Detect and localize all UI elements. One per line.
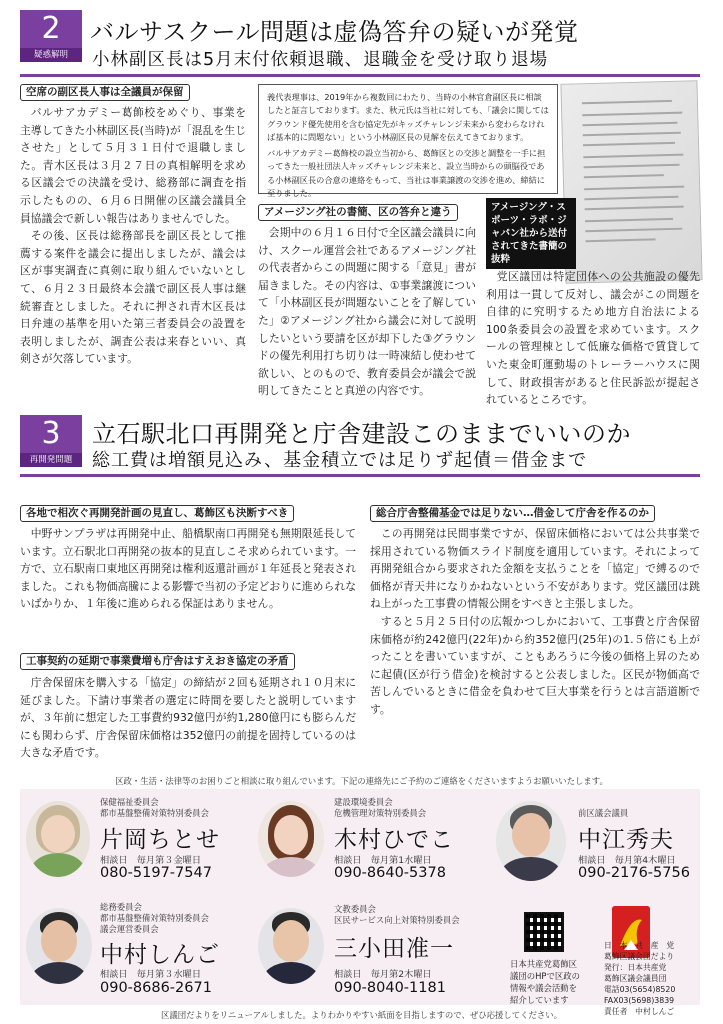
s3-paragraph-3b: すると５月２５日付の広報かつしかにおいて、工事費と庁舎保留床価格が約242億円(22年)から約352億円(25年)の1.５倍にも上がったことを書いていますが、こともあろうに今後の価格上昇のために起債(区が行う借金)を検討すると公表しました。区民が物価高で苦しんでいるときに借金を負わせて巨大事業を行うとは言語道断です。 bbox=[370, 614, 700, 716]
member-role: 前区議会議員 bbox=[578, 808, 629, 818]
member-consult-day: 相談日 毎月第4木曜日 bbox=[578, 855, 676, 866]
section-3-rule bbox=[20, 474, 700, 477]
left-paragraph-1: バルサアカデミー葛飾校をめぐり、事業を主導してきた小林副区長(当時)が「混乱を生じさせた」として５月３１日付で退職しました。青木区長は３月２７日の真相解明を求める区議会での決議を受け、総務部に調査を指示したものの、６月６日開催の区議会議員全員協議会で新しい報告はありませんでした。 bbox=[20, 106, 246, 225]
s3-heading-2: 工事契約の延期で事業費増も庁舎はすえおき協定の矛盾 bbox=[20, 653, 295, 670]
member-phone: 080-5197-7547 bbox=[100, 865, 212, 881]
member-role: 総務委員会 bbox=[100, 902, 142, 912]
s3-article-1 bbox=[20, 525, 356, 613]
left-heading: 空席の副区長人事は全議員が保留 bbox=[20, 84, 190, 101]
member-role: 議会運営委員会 bbox=[100, 924, 159, 934]
letter-document-image bbox=[560, 80, 702, 284]
s3-paragraph-3a: この再開発は民間事業ですが、保留床価格においては公共事業で採用されている物価スライド制度を適用しています。それによって再開発組合から要求された金額を支払うことを「協定」で縛るので価格が青天井になりかねないという不安があります。党区議団は跳ね上がった工事費の情報公開をすべきと主張しました。 bbox=[370, 527, 700, 611]
member-phone: 090-8640-5378 bbox=[334, 865, 446, 881]
s3-article-3 bbox=[370, 525, 700, 719]
member-role: 文教委員会 bbox=[334, 904, 376, 914]
qr-code-icon[interactable] bbox=[524, 912, 564, 952]
member-name: 中江秀夫 bbox=[578, 827, 674, 853]
qr-description: 日本共産党葛飾区 議団のHPで区政の 情報や議会活動を 紹介しています bbox=[510, 959, 580, 1005]
member-phone: 090-2176-5756 bbox=[578, 865, 690, 881]
quote-paragraph-2: バルサアカデミー葛飾校の設立当初から、葛飾区との交渉と調整を一手に担ってきた一般社団法人キッズチャレンジ未来と、設立当時からの頭脳役である小林副区長の合意の連絡をもって、当社は事業譲渡の交渉を進め、締結に至りました。 bbox=[267, 148, 546, 199]
publisher-info: 日 本 共 産 党 葛飾区議会団だより 発行：日本共産党 葛飾区議会議員団 電話03(5654)8520 FAX03(5698)3839 責任者 中村しんご bbox=[604, 941, 676, 1016]
member-role: 都市基盤整備対策特別委員会 bbox=[100, 913, 209, 923]
avatar bbox=[26, 908, 92, 984]
left-paragraph-2: その後、区長は総務部長を副区長として推薦する案件を議会に提出しましたが、議会は区が事実調査に真剣に取り組んでいないとして、６月２３日最終本会議で副区長人事は継続審査としました。それに押され青木区長は日弁連の基準を用いた第三者委員会の設置を表明しましたが、調査公表は来春といい、真剣さが欠落しています。 bbox=[20, 229, 246, 366]
publisher-responsible: 責任者 中村しんご bbox=[604, 1007, 675, 1016]
s3-heading-1: 各地で相次ぐ再開発計画の見直し、葛飾区も決断すべき bbox=[20, 505, 294, 522]
right-article bbox=[486, 268, 700, 409]
member-role: 危機管理対策特別委員会 bbox=[334, 808, 427, 818]
s3-article-2 bbox=[20, 674, 356, 762]
member-role: 建設環境委員会 bbox=[334, 797, 393, 807]
member-consult-day: 相談日 毎月第３水曜日 bbox=[100, 969, 202, 980]
avatar bbox=[26, 801, 90, 877]
renewal-note: 区議団だよりをリニューアルしました。よりわかりやすい紙面を目指しますので、ぜひ応援してください。 bbox=[161, 1010, 562, 1020]
member-consult-day: 相談日 毎月第1水曜日 bbox=[334, 855, 432, 866]
member-name: 三小田准一 bbox=[334, 936, 454, 962]
section-3-title: 立石駅北口再開発と庁舎建設このままでいいのか bbox=[92, 420, 631, 448]
member-role: 保健福祉委員会 bbox=[100, 797, 159, 807]
s3-paragraph-2: 庁舎保留床を購入する「協定」の締結が２回も延期され１０月末に延びました。下請け事業者の選定に時間を要したと説明していますが、３年前に想定した工事費約932億円が約1,280億円にも膨らんだにも関わらず、庁舎保留床価格は352億円の前提を固持しているのは大きな矛盾です。 bbox=[20, 676, 356, 760]
section-3-badge bbox=[20, 415, 82, 467]
s3-heading-3: 総合庁舎整備基金では足りない…借金して庁舎を作るのか bbox=[370, 505, 655, 522]
member-phone: 090-8040-1181 bbox=[334, 980, 446, 996]
section-2-subtitle: 小林副区長は5月末付依頼退職、退職金を受け取り退場 bbox=[92, 50, 549, 70]
section-number: 3 bbox=[41, 416, 61, 451]
left-article bbox=[20, 104, 246, 368]
section-2-rule bbox=[20, 74, 700, 77]
avatar bbox=[258, 908, 324, 984]
section-tag: 疑惑解明 bbox=[20, 48, 82, 62]
avatar bbox=[258, 801, 324, 877]
quote-paragraph-1: 義代表理事は、2019年から複数回にわたり、当時の小林官倉副区長に相談したと証言しております。また、秋元氏は当社に対しても、「議会に関してはグラウンド優先使用を含む協定先がキッズチャレンジ未来から変わらなければ基本的に問題ない」という小林副区長の見解を伝えてきております。 bbox=[267, 92, 549, 142]
member-consult-day: 相談日 毎月第2木曜日 bbox=[334, 969, 432, 980]
section-tag: 再開発問題 bbox=[20, 453, 82, 467]
mid-heading: アメージング社の書簡、区の答弁と違う bbox=[258, 204, 458, 221]
member-name: 中村しんご bbox=[100, 942, 220, 968]
letter-excerpt-quote bbox=[258, 84, 558, 199]
member-role: 都市基盤整備対策特別委員会 bbox=[100, 808, 209, 818]
member-consult-day: 相談日 毎月第３金曜日 bbox=[100, 855, 202, 866]
avatar bbox=[496, 801, 566, 881]
mid-paragraph: 会期中の６月１６日付で全区議会議員に向け、スクール運営会社であるアメージング社の代表者からこの問題に関する「意見」書が届きました。その内容は、①事業譲渡について「小林副区長が問題ないことを了解していた」②アメージング社から議会に対して説明したいという要請を区が却下した③グラウンドの優先利用打ち切りは一時凍結し使わせて欲しい、とのもので、教育委員会が議会で説明してきたことと真逆の内容です。 bbox=[258, 226, 476, 398]
mid-article bbox=[258, 224, 476, 400]
member-name: 片岡ちとせ bbox=[100, 827, 220, 853]
s3-paragraph-1: 中野サンプラザは再開発中止、船橋駅南口再開発も無期限延長しています。立石駅北口再開発の抜本的見直しこそ求められています。一方で、立石駅南口東地区再開発は権利返還計画が１年延長と発表されました。これも物価高騰による影響で当初の予定どおりに進められないばかりか、１年後に進められる保証はありません。 bbox=[20, 527, 356, 611]
section-2-title: バルサスクール問題は虚偽答弁の疑いが発覚 bbox=[90, 18, 579, 46]
section-2-badge bbox=[20, 10, 82, 62]
member-name: 木村ひでこ bbox=[334, 827, 454, 853]
letter-caption: アメージング・スポーツ・ラボ・ジャパン社から送付されてきた書簡の抜粋 bbox=[486, 198, 576, 269]
member-role: 区民サービス向上対策特別委員会 bbox=[334, 915, 460, 925]
member-phone: 090-8686-2671 bbox=[100, 980, 212, 996]
section-number: 2 bbox=[41, 11, 61, 46]
right-paragraph: 党区議団は特定団体への公共施設の優先利用は一貫して反対し、議会がこの問題を自律的に究明するため地方自治法による100条委員会の設置を求めています。スクールの管理棟として低廉な価格で賃貸していた東金町運動場のトレーラーハウスに関して、財政損害があると住民訴訟が提起されているところです。 bbox=[486, 270, 700, 407]
section-3-subtitle: 総工費は増額見込み、基金積立では足りず起債＝借金まで bbox=[92, 450, 588, 471]
consultation-note: 区政・生活・法律等のお困りごと相談に取り組んでいます。下記の連絡先にご予約のご連絡をくださいますようお願いいたします。 bbox=[115, 776, 608, 786]
